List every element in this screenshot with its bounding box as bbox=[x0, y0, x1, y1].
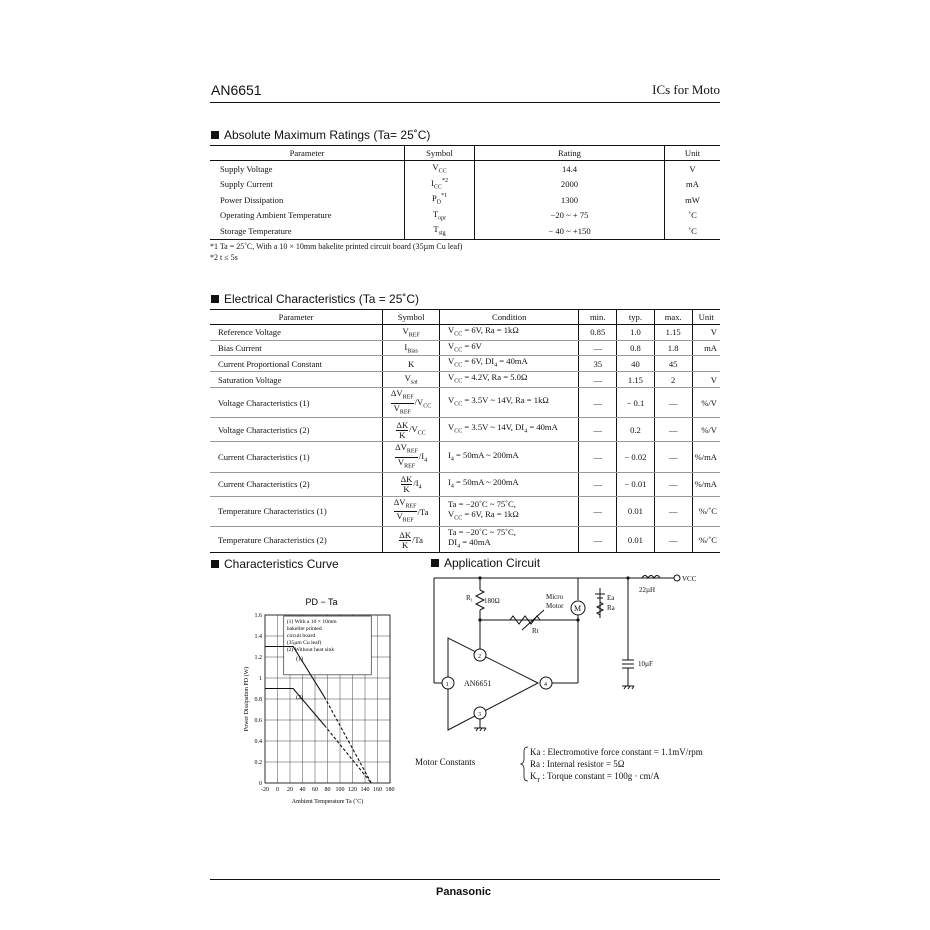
x-tick-label: 160 bbox=[373, 787, 382, 793]
typ-cell: 40 bbox=[617, 356, 655, 372]
app-title-text: Application Circuit bbox=[444, 556, 541, 570]
min-cell: — bbox=[579, 442, 617, 472]
typ-cell: − 0.1 bbox=[617, 387, 655, 417]
x-tick-label: 60 bbox=[312, 787, 318, 793]
abs-max-title bbox=[211, 128, 430, 142]
param-cell: Saturation Voltage bbox=[210, 372, 383, 388]
y-tick-label: 0 bbox=[259, 781, 262, 787]
min-cell: — bbox=[579, 472, 617, 496]
brace-icon bbox=[520, 746, 530, 782]
min-cell: — bbox=[579, 340, 617, 356]
ic-label: AN6651 bbox=[464, 679, 492, 688]
symbol-cell: K bbox=[383, 356, 440, 372]
ra-label: Ra bbox=[607, 604, 615, 612]
inductor-value: 22µH bbox=[639, 586, 656, 594]
param-cell: Current Characteristics (1) bbox=[210, 442, 383, 472]
abs-max-row bbox=[210, 177, 720, 193]
abs-max-table bbox=[210, 145, 720, 240]
col-parameter: Parameter bbox=[210, 310, 383, 325]
elec-row bbox=[210, 325, 720, 341]
header-rule bbox=[210, 102, 720, 103]
symbol-cell: $\Delta V_{REF}$ $V_{REF}$ /Ta bbox=[383, 496, 440, 526]
elec-row bbox=[210, 387, 720, 417]
typ-cell: 1.15 bbox=[617, 372, 655, 388]
y-tick-label: 1.4 bbox=[254, 634, 262, 640]
motor-constants-lines bbox=[530, 746, 703, 787]
unit-cell: %/mA bbox=[692, 472, 720, 496]
elec-title-text: Electrical Characteristics (Ta = 25˚C) bbox=[224, 292, 420, 306]
min-cell: — bbox=[579, 387, 617, 417]
motor-label-1: Micro bbox=[546, 593, 564, 601]
condition-cell: Ta = −20˚C ~ 75˚C, $V_{CC} = 6V$, Ra = 1kΩ bbox=[440, 496, 579, 526]
typ-cell: 0.01 bbox=[617, 527, 655, 553]
elec-row bbox=[210, 527, 720, 553]
condition-cell: $V_{CC} = 6V$ bbox=[440, 340, 579, 356]
rating-cell: 2000 bbox=[475, 177, 665, 193]
curve-title bbox=[211, 557, 339, 571]
series-label: (2) bbox=[296, 695, 304, 701]
series-label: (1) bbox=[296, 656, 304, 663]
typ-cell: − 0.01 bbox=[617, 472, 655, 496]
condition-cell: $V_{CC} = 6V$, Ra = 1kΩ bbox=[440, 325, 579, 341]
footnote-2: *2 t ≤ 5s bbox=[210, 253, 238, 262]
r1-value: 180Ω bbox=[484, 597, 500, 605]
condition-cell: $I_4 = 50mA$ ~ 200mA bbox=[440, 442, 579, 472]
param-cell: Supply Voltage bbox=[220, 163, 273, 174]
min-cell: — bbox=[579, 418, 617, 442]
pin-4: 4 bbox=[544, 682, 547, 688]
unit-cell: %/V bbox=[692, 387, 720, 417]
series-line-dashed bbox=[324, 697, 371, 783]
symbol-cell: $V_{REF}$ bbox=[383, 325, 440, 341]
col-typ: typ. bbox=[617, 310, 655, 325]
ea-label: Ea bbox=[607, 594, 615, 602]
condition-cell: $V_{CC} = 3.5V$ ~ 14V, $DI_4 = 40mA$ bbox=[440, 418, 579, 442]
curve-title-text: Characteristics Curve bbox=[224, 557, 339, 571]
abs-max-row bbox=[210, 208, 720, 224]
param-cell: Reference Voltage bbox=[210, 325, 383, 341]
abs-max-row bbox=[210, 192, 720, 208]
col-parameter: Parameter bbox=[210, 146, 405, 161]
y-tick-label: 1.2 bbox=[254, 655, 262, 661]
symbol-cell: $\Delta V_{REF}$ $V_{REF}$ $/I_4$ bbox=[383, 442, 440, 472]
param-cell: Temperature Characteristics (2) bbox=[210, 527, 383, 553]
vcc-label: VCC bbox=[682, 575, 697, 583]
max-cell: 45 bbox=[654, 356, 692, 372]
unit-cell: V bbox=[665, 161, 721, 177]
min-cell: — bbox=[579, 527, 617, 553]
min-cell: — bbox=[579, 372, 617, 388]
symbol-cell: $\Delta V_{REF}$ $V_{REF}$ $/V_{CC}$ bbox=[383, 387, 440, 417]
param-cell: Voltage Characteristics (2) bbox=[210, 418, 383, 442]
col-symbol: Symbol bbox=[383, 310, 440, 325]
pin-2: 2 bbox=[478, 654, 481, 660]
symbol-cell: $V_{CC}$ bbox=[405, 161, 475, 177]
bullet-square-icon bbox=[211, 131, 219, 139]
elec-row bbox=[210, 372, 720, 388]
unit-cell: mW bbox=[665, 192, 721, 208]
legend-line: (2) Without heat sink bbox=[286, 647, 335, 654]
param-cell: Supply Current bbox=[220, 179, 273, 190]
unit-cell: %/˚C bbox=[692, 527, 720, 553]
motor-constant-kt: $K_T$ : Torque constant = 100g · cm/A bbox=[530, 771, 660, 784]
max-cell: — bbox=[654, 442, 692, 472]
symbol-cell: ΔK K $/V_{CC}$ bbox=[383, 418, 440, 442]
x-tick-label: 180 bbox=[385, 787, 395, 793]
y-tick-label: 1.6 bbox=[254, 613, 262, 619]
typ-cell: − 0.02 bbox=[617, 442, 655, 472]
max-cell: 1.8 bbox=[654, 340, 692, 356]
bullet-square-icon bbox=[431, 559, 439, 567]
rt-label: Rt bbox=[532, 627, 539, 635]
unit-cell: ˚C bbox=[665, 208, 721, 224]
legend-line: (35µm Cu leaf) bbox=[286, 640, 322, 647]
x-tick-label: 20 bbox=[287, 787, 293, 793]
y-tick-label: 1 bbox=[259, 676, 262, 682]
param-cell: Voltage Characteristics (1) bbox=[210, 387, 383, 417]
footer-rule bbox=[210, 879, 720, 880]
pd-ta-chart bbox=[235, 590, 410, 810]
motor-constant-ka: Ka : Electromotive force constant = 1.1mV/rpm bbox=[530, 747, 703, 757]
condition-cell: $V_{CC} = 3.5V$ ~ 14V, Ra = 1kΩ bbox=[440, 387, 579, 417]
brand-logo: Panasonic bbox=[436, 886, 492, 898]
elec-title bbox=[211, 292, 419, 306]
condition-cell: $I_4 = 50mA$ ~ 200mA bbox=[440, 472, 579, 496]
chart-title: PD − Ta bbox=[305, 597, 338, 607]
motor-constants-label: Motor Constants bbox=[415, 757, 476, 767]
max-cell: 1.15 bbox=[654, 325, 692, 341]
symbol-cell: $T_{stg}$ bbox=[405, 223, 475, 239]
y-tick-label: 0.4 bbox=[254, 739, 262, 745]
elec-row bbox=[210, 442, 720, 472]
typ-cell: 1.0 bbox=[617, 325, 655, 341]
max-cell: — bbox=[654, 418, 692, 442]
y-tick-label: 0.6 bbox=[254, 718, 262, 724]
symbol-cell: ΔK K /Ta bbox=[383, 527, 440, 553]
rating-cell: − 40 ~ +150 bbox=[475, 223, 665, 239]
param-cell: Current Characteristics (2) bbox=[210, 472, 383, 496]
footnote-1: *1 Ta = 25˚C, With a 10 × 10mm bakelite printed circuit board (35µm Cu leaf) bbox=[210, 242, 463, 251]
max-cell: — bbox=[654, 387, 692, 417]
col-condition: Condition bbox=[440, 310, 579, 325]
unit-cell bbox=[692, 356, 720, 372]
motor-constant-ra: Ra : Internal resistor = 5Ω bbox=[530, 759, 625, 769]
app-title bbox=[431, 556, 540, 570]
unit-cell: V bbox=[692, 372, 720, 388]
category-label: ICs for Moto bbox=[652, 82, 720, 97]
pin-1: 1 bbox=[446, 682, 449, 688]
motor-symbol: M bbox=[574, 604, 582, 613]
x-tick-label: 80 bbox=[324, 787, 331, 793]
param-cell: Power Dissipation bbox=[220, 194, 284, 205]
elec-row bbox=[210, 418, 720, 442]
unit-cell: %/V bbox=[692, 418, 720, 442]
condition-cell: $V_{CC} = 6V$, $DI_4 = 40mA$ bbox=[440, 356, 579, 372]
col-unit: Unit bbox=[665, 146, 721, 161]
y-tick-label: 0.2 bbox=[254, 760, 262, 766]
unit-cell: %/mA bbox=[692, 442, 720, 472]
rating-cell: 14.4 bbox=[475, 161, 665, 177]
unit-cell: V bbox=[692, 325, 720, 341]
r1-label: R₁ bbox=[466, 594, 474, 602]
min-cell: 35 bbox=[579, 356, 617, 372]
application-circuit bbox=[420, 570, 720, 740]
elec-row bbox=[210, 472, 720, 496]
symbol-cell: $T_{opr}$ bbox=[405, 208, 475, 224]
y-axis-label: Power Dissipation PD (W) bbox=[244, 666, 250, 732]
series-line-dashed bbox=[324, 725, 371, 783]
condition-cell: $V_{CC} = 4.2V$, Ra = 5.0Ω bbox=[440, 372, 579, 388]
part-number: AN6651 bbox=[211, 82, 262, 98]
param-cell: Storage Temperature bbox=[210, 223, 405, 239]
symbol-cell: ΔK K $/I_4$ bbox=[383, 472, 440, 496]
legend-line: circuit board bbox=[286, 633, 316, 640]
max-cell: 2 bbox=[654, 372, 692, 388]
symbol-cell: $I_{Bias}$ bbox=[383, 340, 440, 356]
bullet-square-icon bbox=[211, 295, 219, 303]
elec-row bbox=[210, 356, 720, 372]
bullet-square-icon bbox=[211, 560, 219, 568]
abs-max-title-text: Absolute Maximum Ratings (Ta= 25˚C) bbox=[224, 128, 431, 142]
rating-cell: 1300 bbox=[475, 192, 665, 208]
unit-cell: mA bbox=[665, 177, 721, 193]
elec-row bbox=[210, 496, 720, 526]
unit-cell: ˚C bbox=[665, 223, 721, 239]
x-tick-label: 0 bbox=[276, 787, 279, 793]
param-cell: Operating Ambient Temperature bbox=[220, 210, 332, 221]
col-unit: Unit bbox=[692, 310, 720, 325]
symbol-cell: $P_D^{*1}$ bbox=[405, 192, 475, 208]
series-line-solid bbox=[265, 689, 324, 726]
param-cell: Temperature Characteristics (1) bbox=[210, 496, 383, 526]
cap-value: 10µF bbox=[638, 660, 653, 668]
col-symbol: Symbol bbox=[405, 146, 475, 161]
x-axis-label: Ambient Temperature Ta (˚C) bbox=[291, 799, 364, 805]
min-cell: — bbox=[579, 496, 617, 526]
x-tick-label: 100 bbox=[335, 787, 345, 793]
elec-table bbox=[210, 309, 720, 553]
legend-line: bakelite printed bbox=[286, 626, 322, 633]
elec-row bbox=[210, 340, 720, 356]
max-cell: — bbox=[654, 527, 692, 553]
abs-max-row bbox=[210, 161, 720, 177]
symbol-cell: $I_{CC}^{*2}$ bbox=[405, 177, 475, 193]
condition-cell: Ta = −20˚C ~ 75˚C, $DI_4 = 40mA$ bbox=[440, 527, 579, 553]
col-rating: Rating bbox=[475, 146, 665, 161]
param-cell: Current Proportional Constant bbox=[210, 356, 383, 372]
y-tick-label: 0.8 bbox=[254, 697, 262, 703]
typ-cell: 0.01 bbox=[617, 496, 655, 526]
typ-cell: 0.8 bbox=[617, 340, 655, 356]
legend-line: (1) With a 10 × 10mm bbox=[286, 619, 337, 626]
x-tick-label: -20 bbox=[261, 787, 269, 793]
pin-3: 3 bbox=[478, 712, 481, 718]
max-cell: — bbox=[654, 472, 692, 496]
x-tick-label: 120 bbox=[348, 787, 357, 793]
typ-cell: 0.2 bbox=[617, 418, 655, 442]
unit-cell: %/˚C bbox=[692, 496, 720, 526]
symbol-cell: $V_{sat}$ bbox=[383, 372, 440, 388]
unit-cell: mA bbox=[692, 340, 720, 356]
max-cell: — bbox=[654, 496, 692, 526]
x-tick-label: 140 bbox=[360, 787, 370, 793]
col-max: max. bbox=[654, 310, 692, 325]
param-cell: Bias Current bbox=[210, 340, 383, 356]
abs-max-row bbox=[210, 223, 720, 239]
rating-cell: −20 ~ + 75 bbox=[475, 208, 665, 224]
x-tick-label: 40 bbox=[299, 787, 306, 793]
motor-label-2: Motor bbox=[546, 602, 564, 610]
min-cell: 0.85 bbox=[579, 325, 617, 341]
col-min: min. bbox=[579, 310, 617, 325]
